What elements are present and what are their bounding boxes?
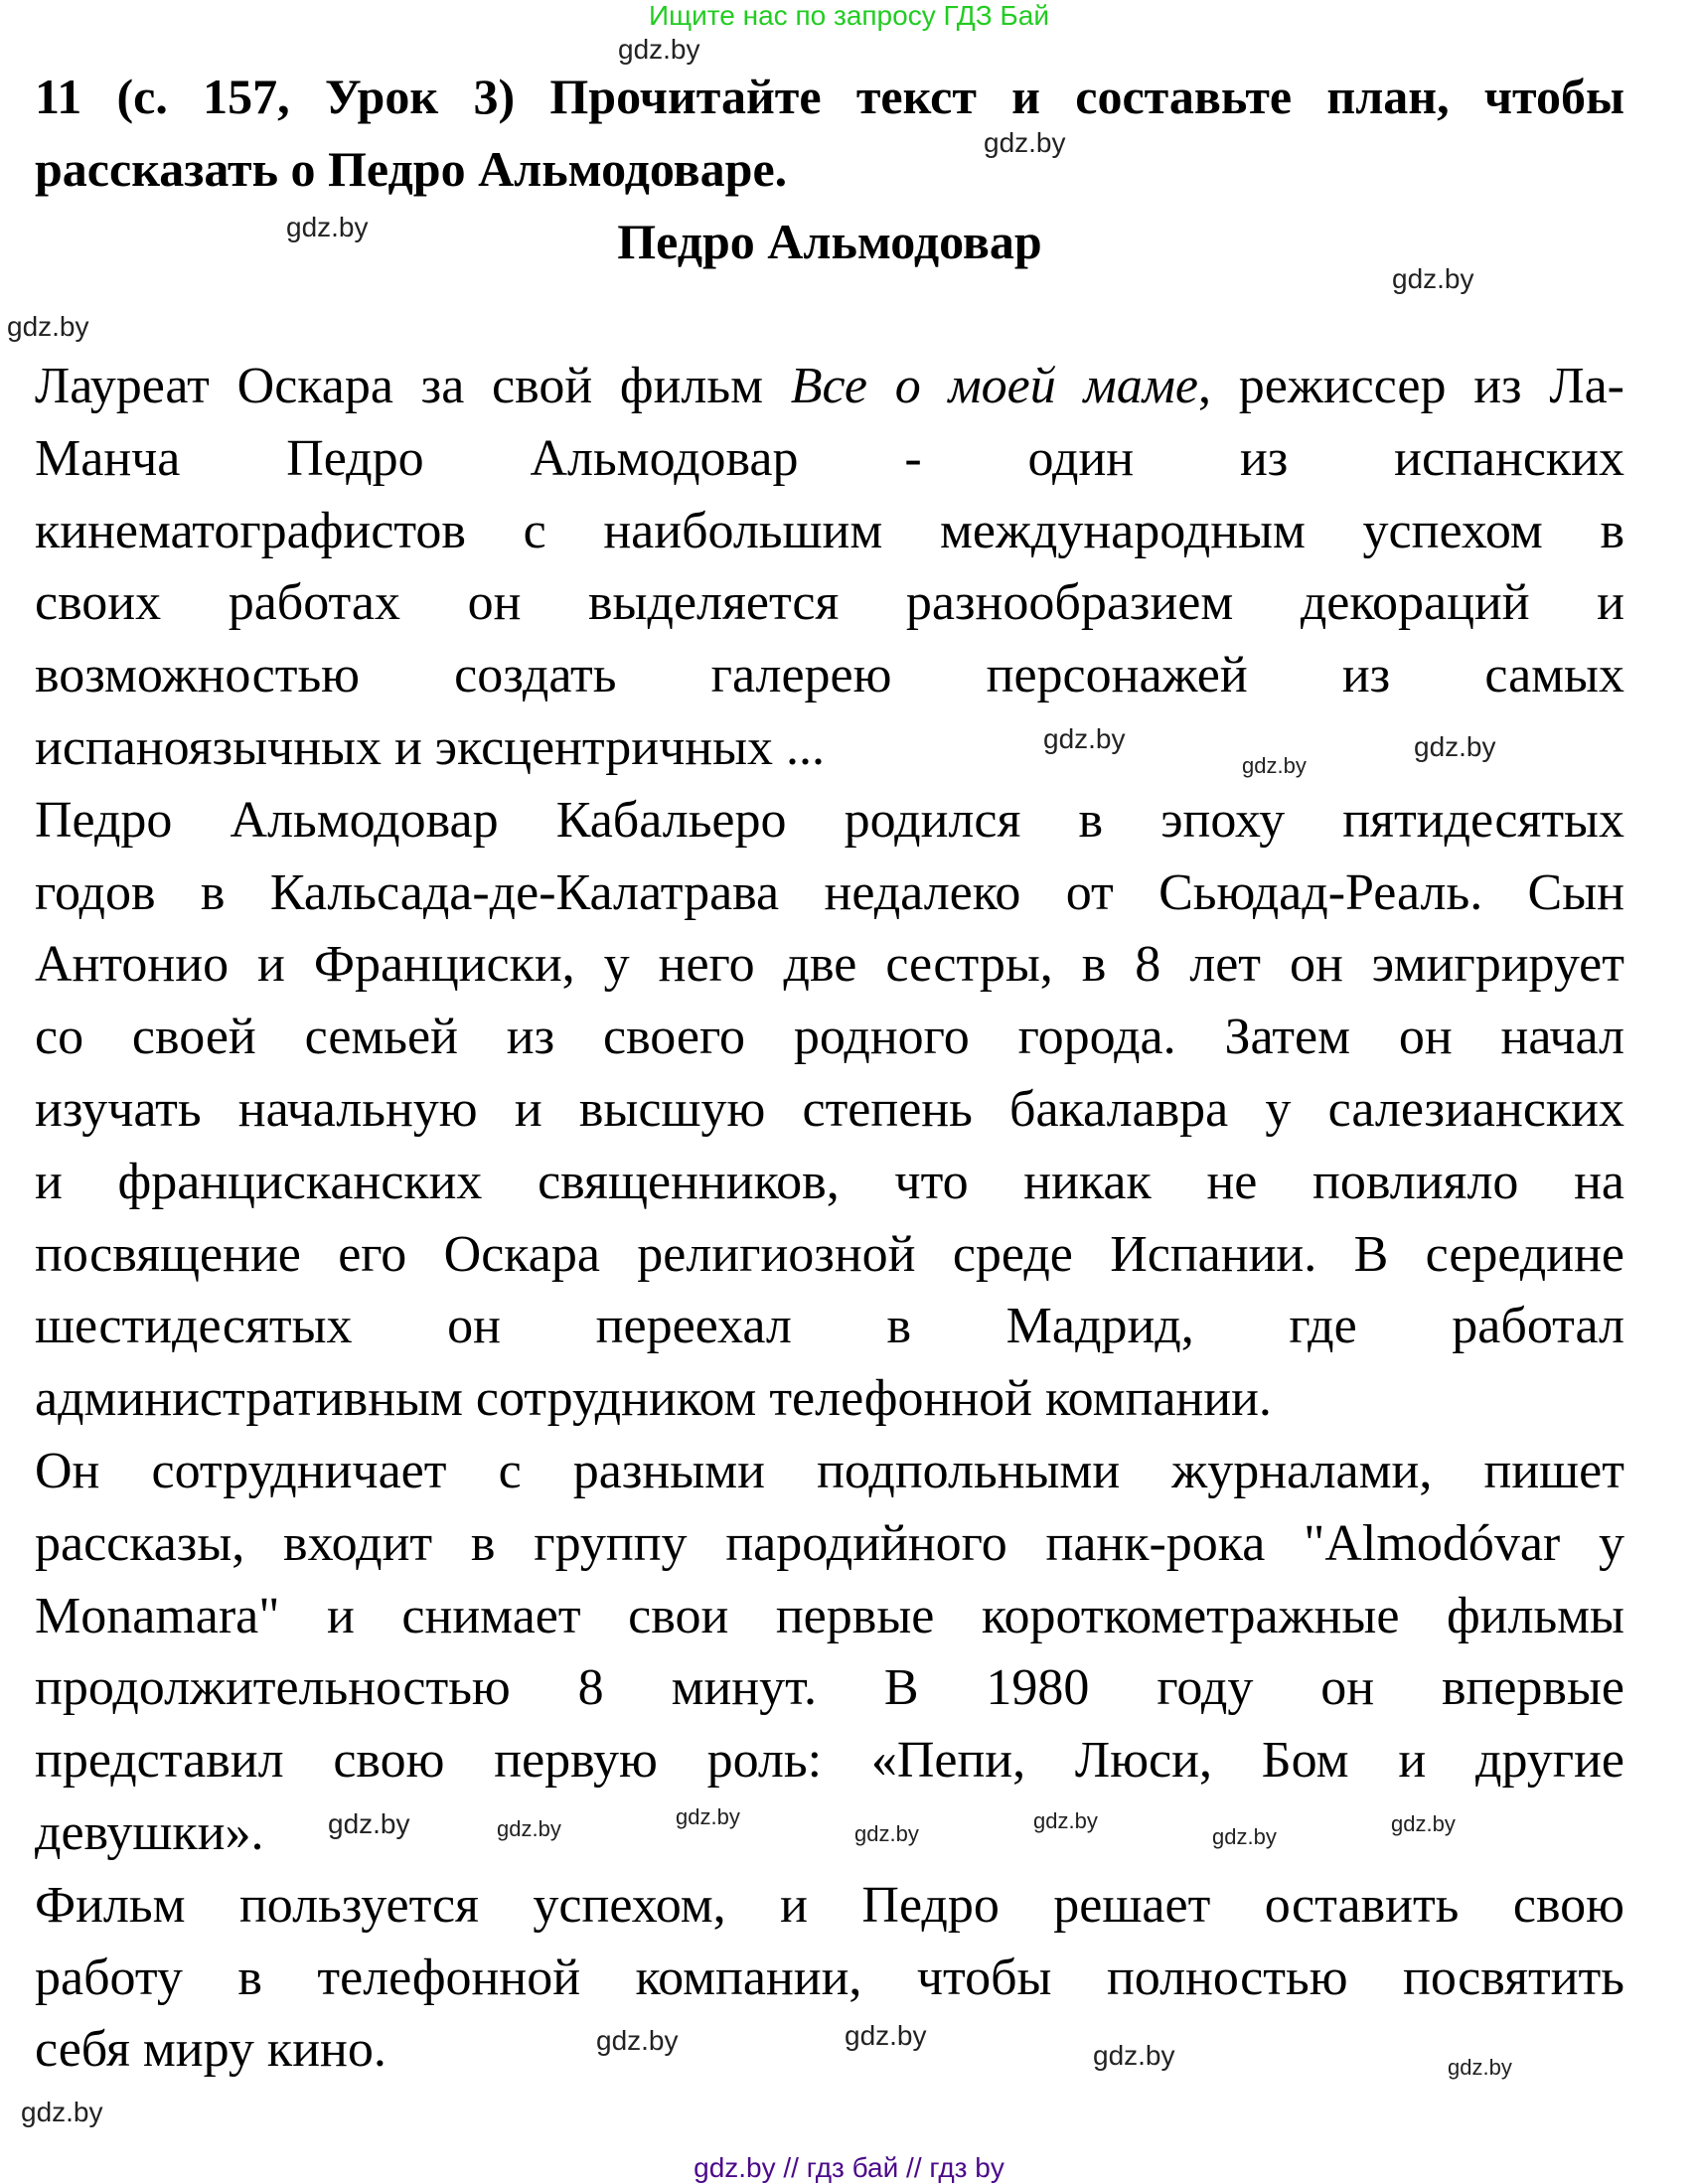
watermark: gdz.by bbox=[328, 1808, 410, 1839]
watermark: gdz.by bbox=[7, 311, 89, 342]
text-line: годов в Кальсада-де-Калатрава недалеко от Сьюдад-Реаль. Сын bbox=[35, 863, 1624, 921]
text-line: изучать начальную и высшую степень бакалавра у салезианских bbox=[35, 1080, 1624, 1138]
watermark: gdz.by bbox=[1392, 263, 1474, 294]
text-line bbox=[35, 1363, 1624, 1436]
text-line: шестидесятых он переехал в Мадрид, где работал bbox=[35, 1298, 1624, 1355]
text-line: возможностью создать галерею персонажей из самых bbox=[35, 647, 1624, 704]
text-line: Он сотрудничает с разными подпольными журналами, пишет bbox=[35, 1442, 1624, 1499]
text-segment: себя миру кино. bbox=[35, 2021, 386, 2079]
text-line: работу в телефонной компании, чтобы полностью посвятить bbox=[35, 1949, 1624, 2006]
watermark: gdz.by bbox=[596, 2025, 679, 2056]
watermark: gdz.by bbox=[845, 2020, 927, 2051]
text-segment: административным сотрудником телефонной компании. bbox=[35, 1370, 1272, 1428]
article-text bbox=[35, 351, 1624, 2087]
text-segment: , режиссер из Ла- bbox=[1197, 358, 1624, 414]
watermark: gdz.by bbox=[676, 1804, 740, 1829]
text-line: Манча Педро Альмодовар - один из испанских bbox=[35, 429, 1624, 487]
text-line: представил свою первую роль: «Пепи, Люси, Бом и другие bbox=[35, 1732, 1624, 1790]
text-line bbox=[35, 1797, 1624, 1870]
task-title-line-2: рассказать о Педро Альмодоваре. bbox=[35, 141, 788, 197]
watermark: gdz.by bbox=[286, 212, 369, 242]
watermark: gdz.by bbox=[1448, 2055, 1512, 2080]
text-line: продолжительностью 8 минут. В 1980 году он впервые bbox=[35, 1659, 1624, 1717]
text-segment: испаноязычных и эксцентричных ... bbox=[35, 718, 826, 776]
watermark: gdz.by bbox=[1242, 753, 1307, 778]
text-line: и францисканских священников, что никак не повлияло на bbox=[35, 1153, 1624, 1210]
watermark: gdz.by bbox=[1043, 723, 1126, 754]
search-banner: Ищите нас по запросу ГДЗ Бай bbox=[648, 0, 1050, 31]
watermark: gdz.by bbox=[1414, 731, 1496, 762]
text-segment: Лауреат Оскара за свой фильм bbox=[35, 358, 791, 414]
text-line: посвящение его Оскара религиозной среде Испании. В середине bbox=[35, 1225, 1624, 1283]
text-line bbox=[35, 2014, 1624, 2087]
watermark: gdz.by bbox=[1033, 1808, 1098, 1833]
text-line: кинематографистов с наибольшим международным успехом в bbox=[35, 502, 1624, 559]
text-line bbox=[35, 351, 1624, 423]
film-title: Все о моей маме bbox=[790, 358, 1198, 414]
watermark: gdz.by bbox=[497, 1816, 561, 1841]
watermark: gdz.by bbox=[618, 34, 700, 65]
watermark: gdz.by bbox=[1093, 2040, 1175, 2071]
text-line: Педро Альмодовар Кабальеро родился в эпоху пятидесятых bbox=[35, 791, 1624, 849]
task-title-line-1: 11 (с. 157, Урок 3) Прочитайте текст и составьте план, чтобы bbox=[35, 69, 1624, 124]
text-line: Фильм пользуется успехом, и Педро решает оставить свою bbox=[35, 1876, 1624, 1934]
text-line: своих работах он выделяется разнообразием декораций и bbox=[35, 574, 1624, 632]
text-line bbox=[35, 712, 1624, 785]
watermark: gdz.by bbox=[1212, 1824, 1277, 1849]
text-line: Monamara" и снимает свои первые короткометражные фильмы bbox=[35, 1587, 1624, 1644]
watermark: gdz.by bbox=[854, 1821, 919, 1846]
watermark: gdz.by bbox=[1391, 1811, 1456, 1836]
text-heading: Педро Альмодовар bbox=[617, 214, 1042, 269]
watermark: gdz.by bbox=[984, 127, 1066, 158]
text-line: со своей семьей из своего родного города. Затем он начал bbox=[35, 1009, 1624, 1066]
text-segment: девушки». bbox=[35, 1803, 264, 1861]
watermark: gdz.by bbox=[21, 2097, 103, 2127]
footer-links: gdz.by // гдз бай // гдз by bbox=[694, 2152, 1004, 2183]
text-line: Антонио и Франциски, у него две сестры, в 8 лет он эмигрирует bbox=[35, 936, 1624, 994]
text-line: рассказы, входит в группу пародийного панк-рока "Almodóvar y bbox=[35, 1514, 1624, 1572]
